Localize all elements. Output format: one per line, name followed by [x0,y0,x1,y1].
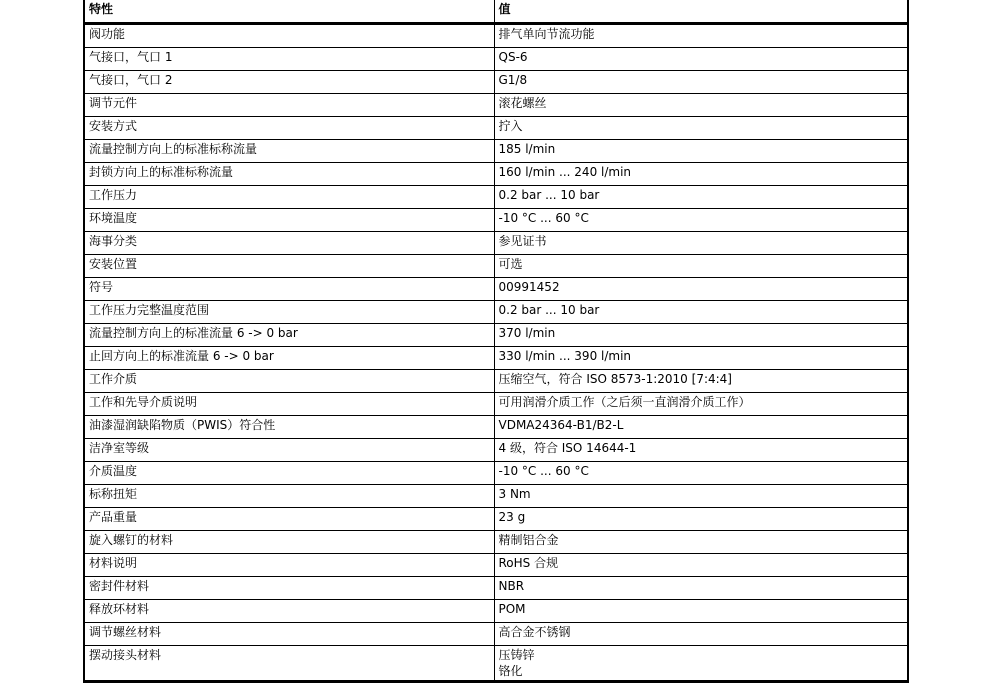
value-line: 排气单向节流功能 [498,27,595,41]
table-body [84,24,908,682]
value-cell [494,232,908,255]
property-cell: 安装方式 [84,117,494,140]
table-row [84,393,908,416]
table-row [84,577,908,600]
value-line: 拧入 [498,119,523,133]
table-row [84,232,908,255]
property-cell: 工作压力 [84,186,494,209]
table-row [84,416,908,439]
value-line: RoHS 合规 [498,556,559,570]
value-line: POM [498,602,526,616]
value-line: 可选 [498,257,523,271]
value-line: 0.2 bar ... 10 bar [498,303,600,317]
value-line: 精制铝合金 [498,533,559,547]
value-line: VDMA24364-B1/B2-L [498,418,624,432]
value-cell [494,209,908,232]
value-cell [494,71,908,94]
table-row [84,71,908,94]
property-cell: 气接口，气口 2 [84,71,494,94]
value-cell [494,439,908,462]
table-row [84,163,908,186]
table-row [84,600,908,623]
table-row [84,439,908,462]
table-row [84,646,908,682]
property-cell: 油漆湿润缺陷物质（PWIS）符合性 [84,416,494,439]
column-header-property: 特性 [84,0,494,24]
property-cell: 流量控制方向上的标准流量 6 -> 0 bar [84,324,494,347]
column-header-value: 值 [494,0,908,24]
property-cell: 旋入螺钉的材料 [84,531,494,554]
table-row [84,554,908,577]
value-line: 3 Nm [498,487,531,501]
value-cell [494,462,908,485]
value-line: 滚花螺丝 [498,96,547,110]
value-cell [494,48,908,71]
value-cell [494,393,908,416]
table-row [84,117,908,140]
value-line: 0.2 bar ... 10 bar [498,188,600,202]
value-line: 压缩空气，符合 ISO 8573-1:2010 [7:4:4] [498,372,732,386]
value-line: NBR [498,579,525,593]
property-cell: 工作压力完整温度范围 [84,301,494,324]
value-line: 压铸锌 [498,648,535,662]
value-line: 铬化 [498,664,523,678]
table-row [84,301,908,324]
value-cell [494,416,908,439]
value-cell [494,531,908,554]
value-line: 160 l/min ... 240 l/min [498,165,632,179]
table-row [84,485,908,508]
table-row [84,255,908,278]
value-line: -10 °C ... 60 °C [498,464,589,478]
table-row [84,324,908,347]
value-cell [494,577,908,600]
table-header-row [84,0,908,24]
property-cell: 止回方向上的标准流量 6 -> 0 bar [84,347,494,370]
property-cell: 摆动接头材料 [84,646,494,682]
value-cell [494,117,908,140]
property-cell: 释放环材料 [84,600,494,623]
property-cell: 材料说明 [84,554,494,577]
value-line: 00991452 [498,280,560,294]
property-cell: 流量控制方向上的标准标称流量 [84,140,494,163]
value-line: 330 l/min ... 390 l/min [498,349,632,363]
value-cell [494,554,908,577]
value-cell [494,163,908,186]
value-cell [494,646,908,682]
table-row [84,48,908,71]
property-cell: 标称扭矩 [84,485,494,508]
value-cell [494,186,908,209]
value-line: 23 g [498,510,526,524]
value-cell [494,623,908,646]
table-row [84,347,908,370]
table-row [84,186,908,209]
property-cell: 工作介质 [84,370,494,393]
property-cell: 密封件材料 [84,577,494,600]
value-line: 4 级，符合 ISO 14644-1 [498,441,637,455]
value-line: 参见证书 [498,234,547,248]
table-row [84,531,908,554]
value-cell [494,324,908,347]
value-cell [494,301,908,324]
table-row [84,24,908,48]
value-cell [494,485,908,508]
value-cell [494,508,908,531]
property-cell: 封锁方向上的标准标称流量 [84,163,494,186]
property-cell: 阀功能 [84,24,494,48]
table-row [84,94,908,117]
property-cell: 调节螺丝材料 [84,623,494,646]
property-cell: 安装位置 [84,255,494,278]
property-cell: 产品重量 [84,508,494,531]
table-row [84,209,908,232]
property-cell: 气接口，气口 1 [84,48,494,71]
value-cell [494,278,908,301]
value-line: 185 l/min [498,142,556,156]
specification-table [83,0,909,683]
value-line: G1/8 [498,73,528,87]
value-line: -10 °C ... 60 °C [498,211,589,225]
property-cell: 工作和先导介质说明 [84,393,494,416]
property-cell: 洁净室等级 [84,439,494,462]
value-line: 高合金不锈钢 [498,625,571,639]
table-row [84,508,908,531]
table-row [84,140,908,163]
value-cell [494,140,908,163]
value-line: QS-6 [498,50,528,64]
table-row [84,278,908,301]
table-row [84,370,908,393]
value-cell [494,94,908,117]
value-cell [494,600,908,623]
property-cell: 环境温度 [84,209,494,232]
value-cell [494,370,908,393]
value-cell [494,24,908,48]
property-cell: 调节元件 [84,94,494,117]
value-cell [494,347,908,370]
value-line: 可用润滑介质工作（之后须一直润滑介质工作） [498,395,751,409]
property-cell: 符号 [84,278,494,301]
table-row [84,462,908,485]
property-cell: 介质温度 [84,462,494,485]
value-cell [494,255,908,278]
property-cell: 海事分类 [84,232,494,255]
value-line: 370 l/min [498,326,556,340]
table-row [84,623,908,646]
